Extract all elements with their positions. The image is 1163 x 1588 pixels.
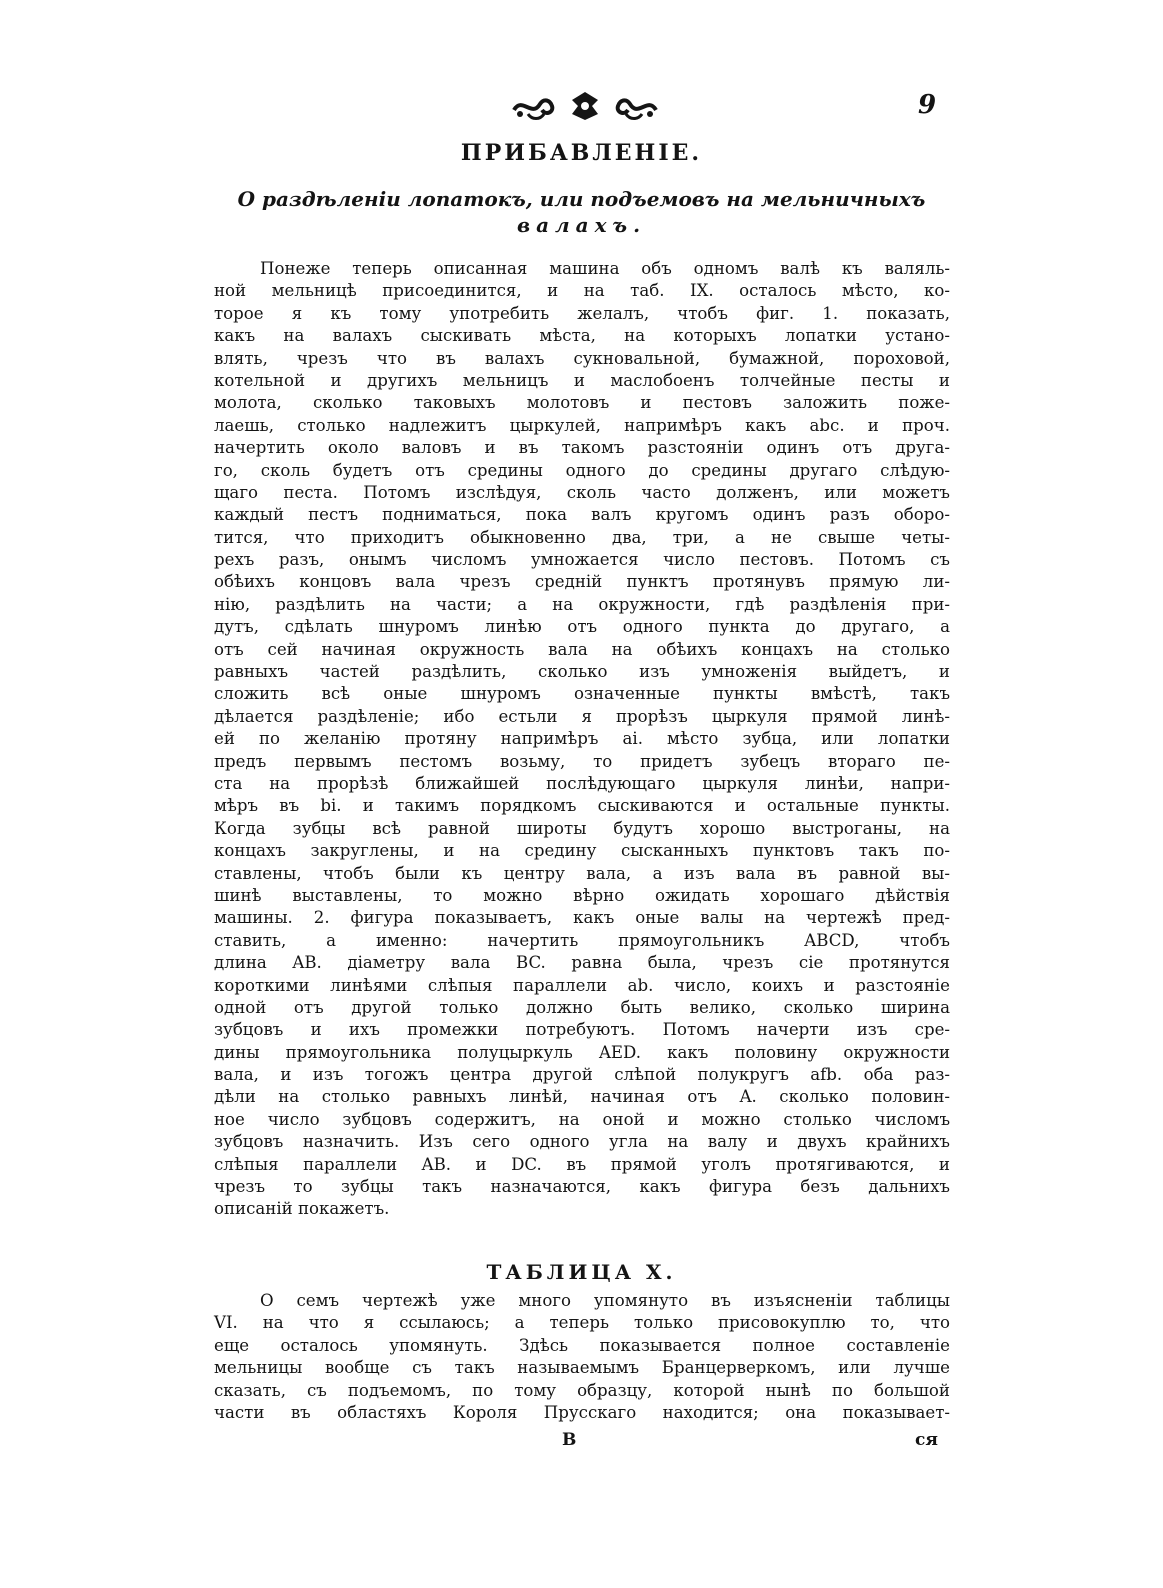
- text-line: нію, раздѣлить на части; а на окружности, гдѣ раздѣленія при-: [214, 594, 950, 614]
- text-line: равныхъ частей раздѣлить, сколько изъ умноженія выйдетъ, и: [214, 662, 950, 682]
- text-line: описаній покажетъ.: [214, 1199, 390, 1219]
- signature-mark: B: [562, 1430, 577, 1450]
- text-line: щаго песта. Потомъ изслѣдуя, сколь часто долженъ, или можетъ: [214, 482, 950, 502]
- text-line: Понеже теперь описанная машина объ одномъ валѣ къ валяль-: [260, 259, 950, 278]
- text-line: О семъ чертежѣ уже много упомянуто въ изъясненіи таблицы: [260, 1291, 950, 1310]
- text-line: вала, и изъ тогожъ центра другой слѣпой полукругъ afb. оба раз-: [214, 1065, 950, 1085]
- text-line: VI. на что я ссылаюсь; а теперь только присовокуплю то, что: [214, 1313, 950, 1333]
- paragraph-1: [214, 258, 950, 1221]
- text-line: каждый пестъ подниматься, пока валъ кругомъ одинъ разъ оборо-: [214, 505, 950, 525]
- text-line: котельной и другихъ мельницъ и маслобоенъ толчейные песты и: [214, 370, 950, 390]
- text-line: мельницы вообще съ такъ называемымъ Бранцерверкомъ, или лучше: [214, 1358, 950, 1378]
- text-line: ей по желанію протяну напримѣръ ai. мѣсто зубца, или лопатки: [214, 729, 950, 749]
- text-line: зубцовъ назначить. Изъ сего одного угла на валу и двухъ крайнихъ: [214, 1132, 950, 1152]
- text-line: ной мельницѣ присоединится, и на таб. IX. осталось мѣсто, ко-: [214, 281, 950, 301]
- text-line: рехъ разъ, онымъ числомъ умножается число пестовъ. Потомъ съ: [214, 550, 950, 570]
- text-line: предъ первымъ пестомъ возьму, то придетъ зубецъ втораго пе-: [214, 751, 950, 771]
- text-line: дѣли на столько равныхъ линѣй, начиная отъ A. сколько половин-: [214, 1087, 950, 1107]
- text-line: мѣръ въ bi. и такимъ порядкомъ сыскиваются и остальные пункты.: [214, 796, 950, 816]
- text-line: влять, чрезъ что въ валахъ сукновальной, бумажной, пороховой,: [214, 348, 950, 368]
- text-line: одной отъ другой только должно быть велико, сколько ширина: [214, 997, 950, 1017]
- section-title: ПРИБАВЛЕНІЕ.: [460, 140, 703, 166]
- text-line: зубцовъ и ихъ промежки потребуютъ. Потомъ начерти изъ сре-: [214, 1020, 950, 1040]
- text-line: дины прямоугольника полуцыркуль AED. какъ половину окружности: [214, 1042, 950, 1062]
- text-line: сложить всѣ оные шнуромъ означенные пункты вмѣстѣ, такъ: [214, 684, 950, 704]
- text-line: дѣлается раздѣленіе; ибо естьли я прорѣзъ цыркуля прямой линѣ-: [214, 706, 950, 726]
- text-line: части въ областяхъ Короля Прусскаго находится; она показывает-: [214, 1402, 950, 1422]
- text-line: торое я къ тому употребить желалъ, чтобъ фиг. 1. показать,: [214, 303, 950, 323]
- paragraph-2: [214, 1290, 950, 1424]
- text-line: ное число зубцовъ содержитъ, на оной и можно столько числомъ: [214, 1109, 950, 1129]
- subtitle: [150, 186, 1013, 238]
- text-line: ста на прорѣзѣ ближайшей послѣдующаго цыркуля линѣи, напри-: [214, 773, 950, 793]
- text-line: молота, сколько таковыхъ молотовъ и пестовъ заложить поже-: [214, 393, 950, 413]
- text-line: чрезъ то зубцы такъ назначаются, какъ фигура безъ дальнихъ: [214, 1177, 950, 1197]
- text-line: ставлены, чтобъ были къ центру вала, а изъ вала въ равной вы-: [214, 863, 950, 883]
- table-title: ТАБЛИЦА X.: [486, 1260, 677, 1284]
- text-line: го, сколь будетъ отъ средины одного до средины другаго слѣдую-: [214, 460, 950, 480]
- catchword: ся: [915, 1430, 938, 1450]
- text-line: шинѣ выставлены, то можно вѣрно ожидать хорошаго дѣйствія: [214, 885, 950, 905]
- subtitle-line: валахъ.: [516, 213, 647, 237]
- text-line: начертить около валовъ и въ такомъ разстояніи одинъ отъ друга-: [214, 438, 950, 458]
- text-line: сказать, съ подъемомъ, по тому образцу, которой нынѣ по большой: [214, 1380, 950, 1400]
- text-line: какъ на валахъ сыскивать мѣста, на которыхъ лопатки устано-: [214, 326, 950, 346]
- text-line: еще осталось упомянуть. Здѣсь показывается полное составленіе: [214, 1335, 950, 1355]
- text-line: концахъ закруглены, и на средину сысканныхъ пунктовъ такъ по-: [214, 841, 950, 861]
- text-line: отъ сей начиная окружность вала на обѣихъ концахъ на столько: [214, 639, 950, 659]
- text-line: ставить, а именно: начертить прямоугольникъ ABCD, чтобъ: [214, 930, 950, 950]
- page-number: 9: [918, 90, 937, 120]
- subtitle-line: О раздѣленіи лопатокъ, или подъемовъ на мельничныхъ: [237, 187, 926, 211]
- text-line: Когда зубцы всѣ равной широты будутъ хорошо выстроганы, на: [214, 818, 950, 838]
- text-line: обѣихъ концовъ вала чрезъ средній пунктъ протянувъ прямую ли-: [214, 572, 950, 592]
- text-line: короткими линѣями слѣпыя параллели ab. число, коихъ и разстояніе: [214, 975, 950, 995]
- text-line: слѣпыя параллели AB. и DC. въ прямой уголъ протягиваются, и: [214, 1154, 950, 1174]
- fleuron-ornament-icon: [510, 88, 660, 124]
- text-line: машины. 2. фигура показываетъ, какъ оные валы на чертежѣ пред-: [214, 908, 950, 928]
- text-line: дутъ, сдѣлать шнуромъ линѣю отъ одного пункта до другаго, а: [214, 617, 950, 637]
- text-line: тится, что приходитъ обыкновенно два, три, а не свыше четы-: [214, 527, 950, 547]
- text-line: лаешь, столько надлежитъ цыркулей, напримѣръ какъ abc. и проч.: [214, 415, 950, 435]
- text-line: длина AB. діаметру вала BC. равна была, чрезъ сіе протянутся: [214, 953, 950, 973]
